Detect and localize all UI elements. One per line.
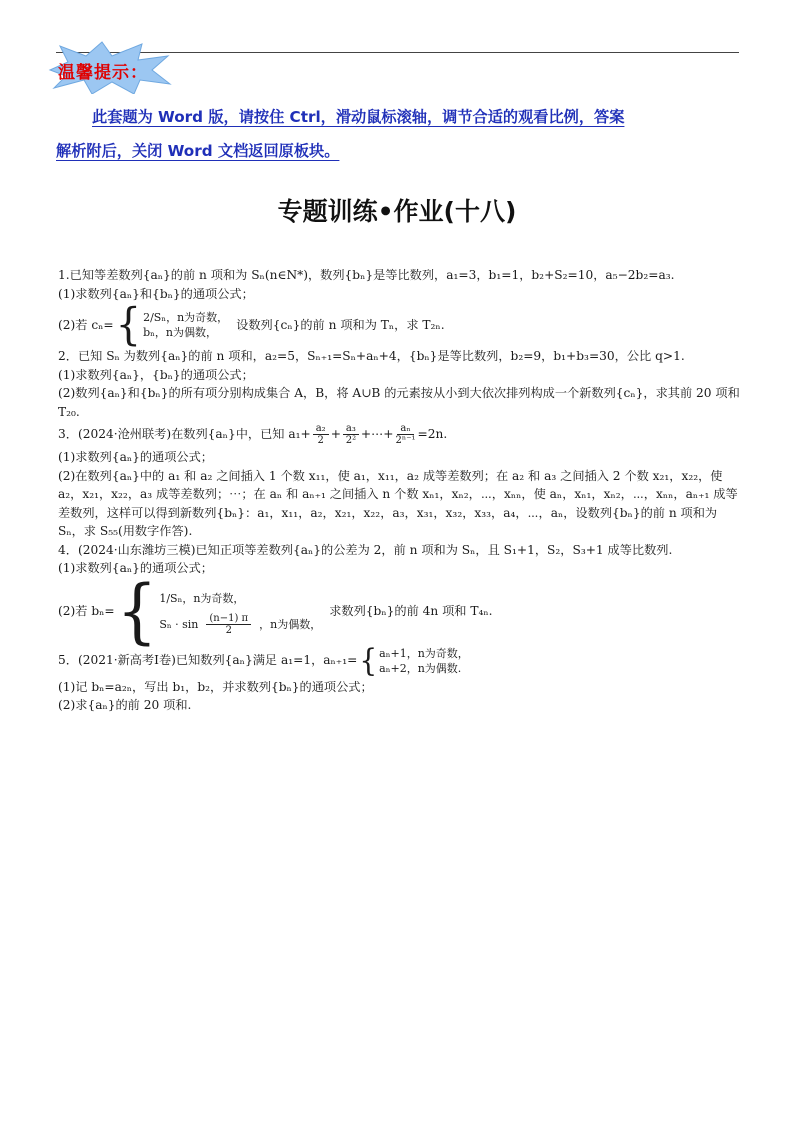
- case-even: aₙ+2，n为偶数.: [379, 661, 462, 675]
- piecewise-cases: [379, 646, 477, 676]
- problem-2: [58, 347, 742, 421]
- left-brace: {: [116, 570, 158, 653]
- piecewise-cases: [159, 586, 329, 638]
- problem-4-q2-prefix: (2)若 bₙ=: [58, 604, 115, 619]
- problem-3-stem-mid: +⋯+: [360, 427, 394, 442]
- problem-2-q2: (2)数列{aₙ}和{bₙ}的所有项分别构成集合 A，B，将 A∪B 的元素按从小到大依次排列构成一个新数列{cₙ}，求其前 20 项和 T₂₀.: [58, 386, 740, 419]
- case-odd: aₙ+1，n为奇数，: [379, 646, 469, 660]
- tip-line-1: 此套题为 Word 版，请按住 Ctrl，滑动鼠标滚轴，调节合适的观看比例，答案: [92, 108, 625, 126]
- case-odd: 2/Sₙ，n为奇数，: [143, 311, 229, 324]
- problem-5-q1: (1)记 bₙ=a₂ₙ，写出 b₁，b₂，并求数列{bₙ}的通项公式；: [58, 679, 373, 694]
- problem-1-q1: (1)求数列{aₙ}和{bₙ}的通项公式；: [58, 286, 254, 301]
- problem-1-stem: 1.已知等差数列{aₙ}的前 n 项和为 Sₙ(n∈N*)，数列{bₙ}是等比数列，a₁=3，b₁=1，b₂+S₂=10，a₅−2b₂=a₃.: [58, 268, 675, 282]
- case-odd: 1/Sₙ，n为奇数，: [159, 591, 245, 605]
- tip-line-2: 解析附后，关闭 Word 文档返回原板块。: [56, 142, 340, 160]
- case-even: Sₙ · sin $\frac{(n-1) \pi}{2}$ ，n为偶数，: [159, 613, 322, 636]
- problem-1: [58, 266, 742, 351]
- fraction: $\frac{(n-1) \pi}{2}$: [206, 613, 251, 636]
- problem-1-q2-prefix: (2)若 cₙ=: [58, 317, 114, 332]
- problem-2-q1: (1)求数列{aₙ}，{bₙ}的通项公式；: [58, 367, 254, 382]
- problem-3-q2: (2)在数列{aₙ}中的 a₁ 和 a₂ 之间插入 1 个数 x₁₁，使 a₁，x₁₁，a₂ 成等差数列；在 a₂ 和 a₃ 之间插入 2 个数 x₂₁，x₂₂，使 a₂，x₂₁，x₂₂，a₃ 成等差数列；⋯；在 aₙ 和 aₙ₊₁ 之间插入 n 个数 xₙ₁，xₙ₂，⋯，xₙₙ，使 aₙ，xₙ₁，xₙ₂，⋯，xₙₙ，aₙ₊₁ 成等差数列，这样可以得到新数列{bₙ}：a₁，x₁₁，a₂，x₂₁，x₂₂，a₃，x₃₁，x₃₂，x₃₃，a₄，⋯，aₙ，设数列{bₙ}的前 n 项和为 Sₙ，求 S₅₅(用数字作答).: [58, 468, 738, 538]
- fraction: $\frac{\text{a₂}}{2}$: [313, 423, 329, 446]
- problem-3-q1: (1)求数列{aₙ}的通项公式；: [58, 450, 213, 464]
- problem-3: [58, 423, 742, 541]
- tip-label: 温馨提示：: [58, 63, 148, 83]
- page-title: 专题训练•作业(十八): [277, 197, 517, 226]
- problem-1-q2-suffix: 设数列{cₙ}的前 n 项和为 Tₙ，求 T₂ₙ.: [236, 317, 445, 332]
- problem-5-q2: (2)求{aₙ}的前 20 项和.: [58, 698, 192, 712]
- problem-3-stem-prefix: 3．(2024·沧州联考)在数列{aₙ}中，已知 a₁+: [58, 427, 311, 442]
- problem-5-stem: [58, 641, 742, 679]
- fraction: $\frac{\text{a₃}}{\text{2²}}$: [343, 423, 359, 446]
- problem-1-q2: [58, 299, 742, 351]
- tip-text: [56, 100, 746, 168]
- fraction: $\frac{\text{aₙ}}{\text{2ⁿ⁻¹}}$: [395, 423, 416, 446]
- problem-4-stem: 4．(2024·山东潍坊三模)已知正项等差数列{aₙ}的公差为 2，前 n 项和为 Sₙ，且 S₁+1，S₂，S₃+1 成等比数列.: [58, 542, 673, 557]
- problem-4-q1: (1)求数列{aₙ}的通项公式；: [58, 561, 213, 575]
- problem-2-stem: 2．已知 Sₙ 为数列{aₙ}的前 n 项和，a₂=5，Sₙ₊₁=Sₙ+aₙ+4，{bₙ}是等比数列，b₂=9，b₁+b₃=30，公比 q>1.: [58, 349, 685, 363]
- problem-4-q2-suffix: 求数列{bₙ}的前 4n 项和 T₄ₙ.: [329, 604, 493, 619]
- problem-3-stem: 3．(2024·沧州联考)在数列{aₙ}中，已知 a₁+ $\frac{\text{a₂}}{2}$ + $\frac{\text{a₃}}{\text{2²}}$ +⋯+ $\frac{\text{aₙ}}{\text{2ⁿ⁻¹}}$ =2n.: [58, 423, 448, 446]
- case-even: bₙ，n为偶数，: [143, 326, 217, 339]
- problem-3-stem-suffix: =2n.: [417, 427, 448, 442]
- left-brace: {: [359, 641, 378, 679]
- problem-5-stem-prefix: 5．(2021·新高考Ⅰ卷)已知数列{aₙ}满足 a₁=1，aₙ₊₁=: [58, 653, 358, 668]
- piecewise-cases: [143, 310, 236, 340]
- problem-list: [58, 266, 742, 715]
- left-brace: {: [115, 299, 142, 351]
- problem-5: [58, 641, 742, 715]
